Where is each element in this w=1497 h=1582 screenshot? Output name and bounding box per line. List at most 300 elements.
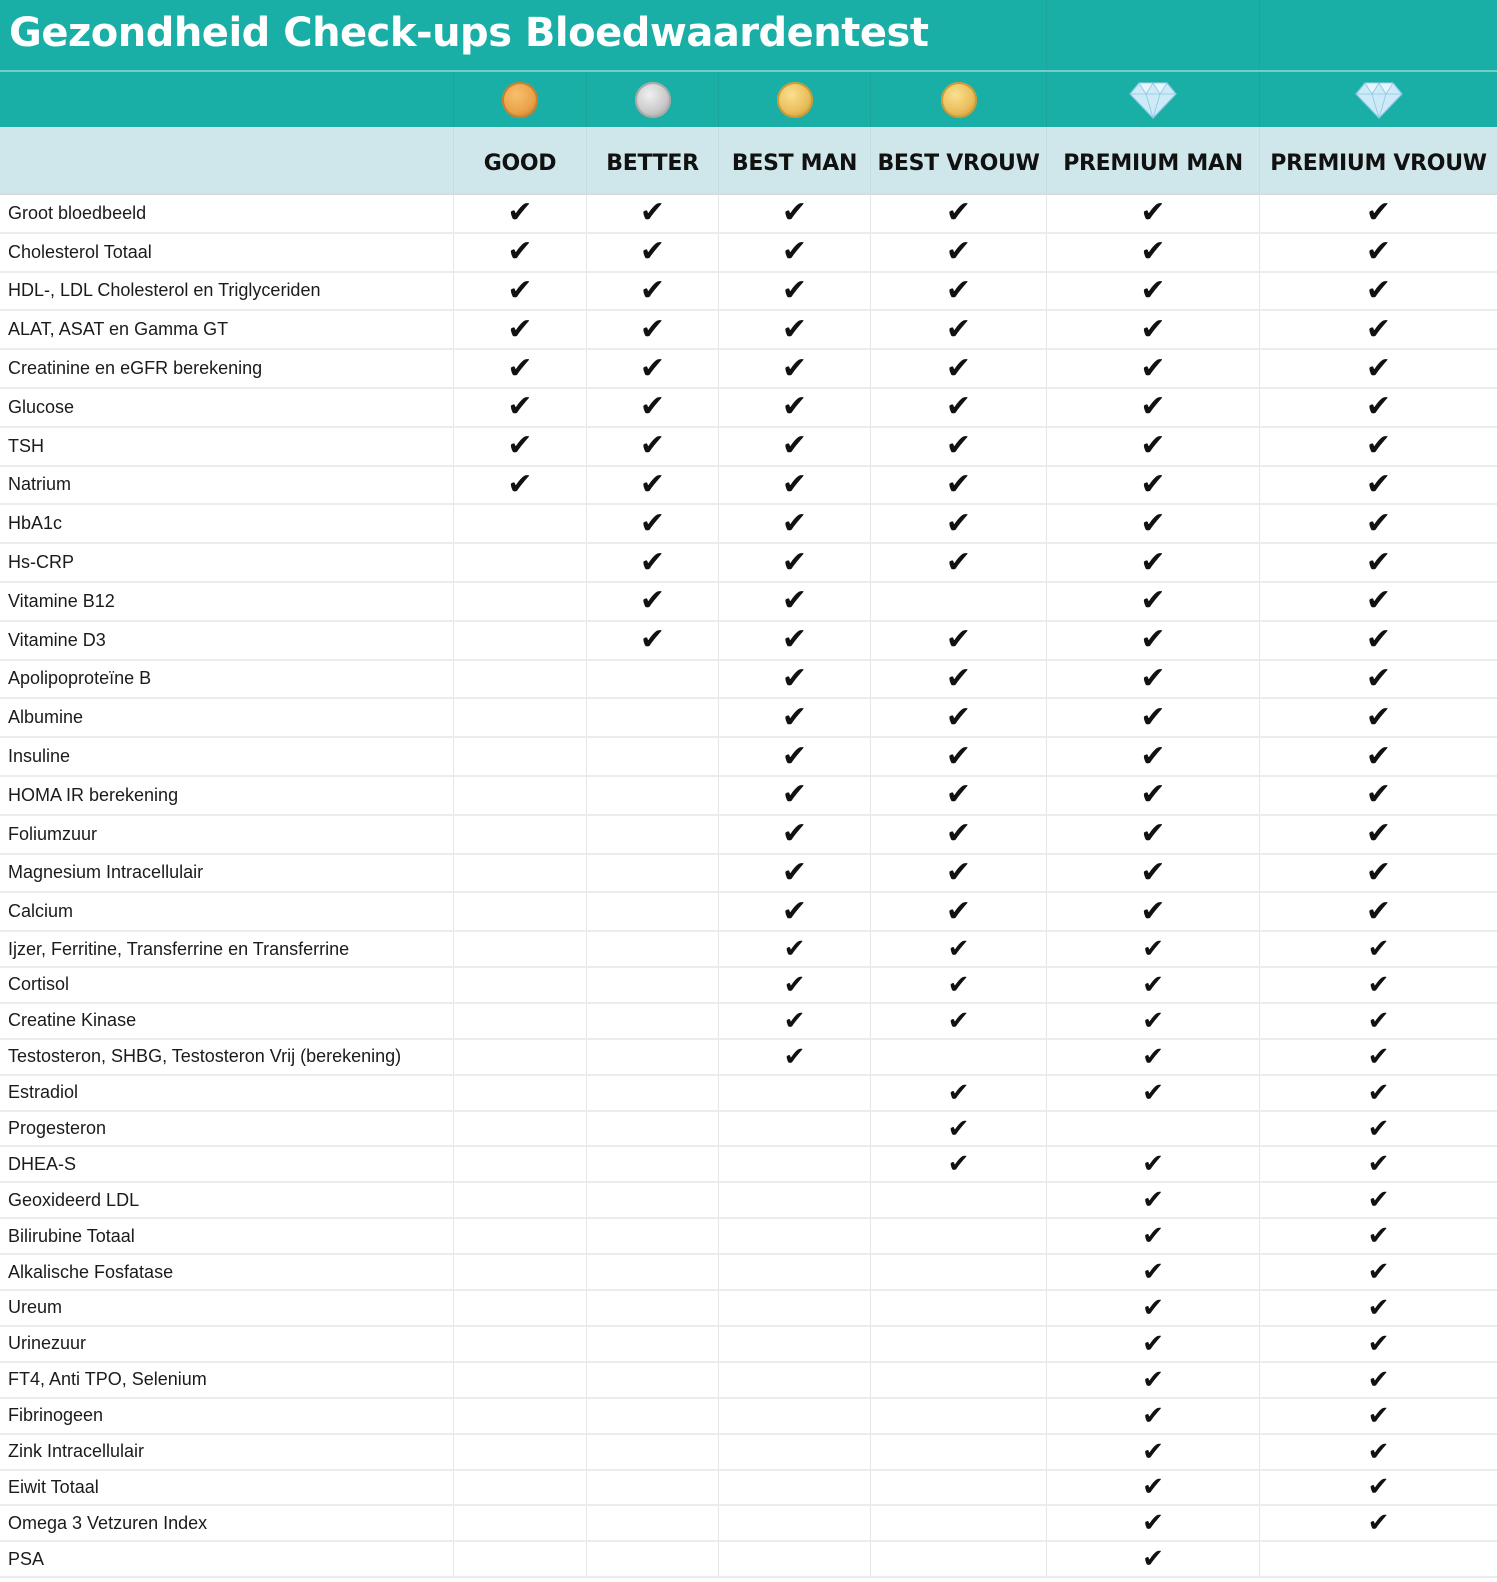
checkmark-icon: ✔	[1367, 1364, 1390, 1395]
check-cell	[870, 622, 1046, 659]
checkmark-icon: ✔	[1367, 1113, 1390, 1144]
check-cell	[718, 1291, 870, 1325]
checkmark-icon: ✔	[1142, 1436, 1164, 1467]
check-cell	[1259, 816, 1497, 853]
check-cell	[1259, 968, 1497, 1002]
checkmark-icon: ✔	[1367, 969, 1390, 1000]
checkmark-icon: ✔	[781, 699, 808, 735]
check-cell	[870, 1435, 1046, 1469]
check-cell	[453, 467, 586, 504]
bronze-medal-icon	[502, 82, 538, 118]
checkmark-icon: ✔	[1140, 234, 1166, 270]
check-cell	[1046, 1183, 1259, 1217]
checkmark-icon: ✔	[781, 544, 808, 580]
check-cell	[453, 622, 586, 659]
check-cell	[870, 311, 1046, 348]
test-name: Bilirubine Totaal	[8, 1225, 135, 1246]
checkmark-icon: ✔	[947, 1113, 970, 1144]
test-name: Testosteron, SHBG, Testosteron Vrij (berekening)	[8, 1046, 402, 1067]
test-name: Cholesterol Totaal	[8, 241, 152, 262]
check-cell	[870, 544, 1046, 581]
check-cell	[718, 195, 870, 232]
check-cell	[1046, 816, 1259, 853]
checkmark-icon: ✔	[1365, 893, 1392, 929]
checkmark-icon: ✔	[945, 350, 972, 386]
test-name: Eiwit Totaal	[8, 1476, 99, 1497]
test-name: Urinezuur	[8, 1333, 87, 1354]
check-cell	[870, 1147, 1046, 1181]
check-cell	[1046, 1112, 1259, 1146]
check-cell	[870, 1471, 1046, 1505]
checkmark-icon: ✔	[947, 969, 970, 1000]
check-cell	[453, 350, 586, 387]
check-cell	[1259, 855, 1497, 892]
test-name: HbA1c	[8, 513, 63, 534]
checkmark-icon: ✔	[1365, 311, 1392, 347]
check-cell	[586, 738, 718, 775]
checkmark-icon: ✔	[1140, 699, 1166, 735]
check-cell	[1046, 234, 1259, 271]
check-cell	[586, 777, 718, 814]
check-cell	[1259, 505, 1497, 542]
test-name: Magnesium Intracellulair	[8, 862, 204, 883]
checkmark-icon: ✔	[781, 350, 808, 386]
checkmark-icon: ✔	[639, 466, 666, 502]
checkmark-icon: ✔	[1367, 1005, 1390, 1036]
checkmark-icon: ✔	[781, 816, 808, 852]
title-bar	[0, 0, 1497, 72]
checkmark-icon: ✔	[1140, 816, 1166, 852]
check-cell	[1259, 1004, 1497, 1038]
check-cell	[586, 505, 718, 542]
checkmark-icon: ✔	[639, 544, 666, 580]
checkmark-icon: ✔	[945, 777, 972, 813]
check-cell	[586, 428, 718, 465]
table-row	[0, 968, 1497, 1004]
check-cell	[1259, 738, 1497, 775]
check-cell	[870, 1399, 1046, 1433]
test-name: Vitamine B12	[8, 590, 115, 611]
check-cell	[453, 661, 586, 698]
check-cell	[1046, 1291, 1259, 1325]
checkmark-icon: ✔	[639, 195, 666, 231]
check-cell	[1046, 1255, 1259, 1289]
check-cell	[586, 1219, 718, 1253]
check-cell	[453, 1471, 586, 1505]
checkmark-icon: ✔	[1365, 544, 1392, 580]
checkmark-icon: ✔	[783, 934, 806, 965]
checkmark-icon: ✔	[1140, 738, 1166, 774]
checkmark-icon: ✔	[781, 622, 808, 658]
checkmark-icon: ✔	[639, 389, 666, 425]
checkmark-icon: ✔	[1367, 1328, 1390, 1359]
check-cell	[1259, 1147, 1497, 1181]
check-cell	[870, 195, 1046, 232]
check-cell	[870, 1506, 1046, 1540]
test-name: ALAT, ASAT en Gamma GT	[8, 319, 229, 340]
checkmark-icon: ✔	[1140, 428, 1166, 464]
check-cell	[453, 816, 586, 853]
check-cell	[586, 1327, 718, 1361]
check-cell	[1046, 1219, 1259, 1253]
check-cell	[586, 1255, 718, 1289]
check-cell	[1046, 1147, 1259, 1181]
check-cell	[586, 699, 718, 736]
check-cell	[870, 932, 1046, 966]
table-row	[0, 1004, 1497, 1040]
check-cell	[870, 1542, 1046, 1576]
check-cell	[870, 1112, 1046, 1146]
checkmark-icon: ✔	[1365, 622, 1392, 658]
check-cell	[718, 1399, 870, 1433]
tier-header-good: GOOD	[453, 127, 586, 193]
check-cell	[1259, 195, 1497, 232]
table-row	[0, 505, 1497, 544]
checkmark-icon: ✔	[945, 699, 972, 735]
check-cell	[1259, 1291, 1497, 1325]
check-cell	[1259, 1112, 1497, 1146]
table-row	[0, 699, 1497, 738]
checkmark-icon: ✔	[1365, 428, 1392, 464]
check-cell	[1046, 1471, 1259, 1505]
check-cell	[453, 273, 586, 310]
check-cell	[718, 661, 870, 698]
test-name: Vitamine D3	[8, 629, 106, 650]
checkmark-icon: ✔	[507, 389, 533, 425]
checkmark-icon: ✔	[1142, 934, 1164, 965]
check-cell	[453, 1147, 586, 1181]
check-cell	[1259, 1542, 1497, 1576]
check-cell	[586, 1112, 718, 1146]
checkmark-icon: ✔	[1365, 777, 1392, 813]
check-cell	[718, 428, 870, 465]
test-name: PSA	[8, 1548, 45, 1569]
check-cell	[1259, 893, 1497, 930]
checkmark-icon: ✔	[1142, 1185, 1164, 1216]
tier-header-premium-man: PREMIUM MAN	[1046, 127, 1259, 193]
check-cell	[586, 1183, 718, 1217]
checkmark-icon: ✔	[947, 1005, 970, 1036]
checkmark-icon: ✔	[783, 969, 806, 1000]
check-cell	[870, 1076, 1046, 1110]
table-row	[0, 1040, 1497, 1076]
check-cell	[1259, 467, 1497, 504]
check-cell	[1259, 1363, 1497, 1397]
tier-header-best-man: BEST MAN	[718, 127, 870, 193]
checkmark-icon: ✔	[1140, 893, 1166, 929]
check-cell	[453, 544, 586, 581]
checkmark-icon: ✔	[945, 428, 972, 464]
check-cell	[870, 234, 1046, 271]
checkmark-icon: ✔	[945, 311, 972, 347]
test-name: Estradiol	[8, 1082, 79, 1103]
check-cell	[1046, 1076, 1259, 1110]
check-cell	[1046, 1040, 1259, 1074]
check-cell	[870, 505, 1046, 542]
check-cell	[718, 1183, 870, 1217]
tier-header-better: BETTER	[586, 127, 718, 193]
check-cell	[718, 1004, 870, 1038]
checkmark-icon: ✔	[781, 738, 808, 774]
check-cell	[453, 1112, 586, 1146]
check-cell	[870, 816, 1046, 853]
check-cell	[1259, 661, 1497, 698]
check-cell	[1046, 505, 1259, 542]
checkmark-icon: ✔	[639, 505, 666, 541]
checkmark-icon: ✔	[1367, 1077, 1390, 1108]
check-cell	[453, 1183, 586, 1217]
check-cell	[870, 583, 1046, 620]
checkmark-icon: ✔	[1365, 738, 1392, 774]
checkmark-icon: ✔	[507, 350, 533, 386]
check-cell	[870, 855, 1046, 892]
check-cell	[718, 968, 870, 1002]
checkmark-icon: ✔	[1365, 195, 1392, 231]
checkmark-icon: ✔	[781, 311, 808, 347]
table-row	[0, 1291, 1497, 1327]
check-cell	[718, 505, 870, 542]
check-cell	[1046, 583, 1259, 620]
check-cell	[586, 1076, 718, 1110]
checkmark-icon: ✔	[947, 1077, 970, 1108]
check-cell	[718, 1147, 870, 1181]
check-cell	[586, 350, 718, 387]
table-row	[0, 855, 1497, 894]
checkmark-icon: ✔	[1142, 1508, 1164, 1539]
check-cell	[870, 467, 1046, 504]
checkmark-icon: ✔	[1367, 1221, 1390, 1252]
check-cell	[1046, 1435, 1259, 1469]
checkmark-icon: ✔	[1365, 272, 1392, 308]
check-cell	[870, 1183, 1046, 1217]
checkmark-icon: ✔	[781, 389, 808, 425]
check-cell	[718, 622, 870, 659]
checkmark-icon: ✔	[639, 272, 666, 308]
table-row	[0, 234, 1497, 273]
check-cell	[1046, 311, 1259, 348]
check-cell	[586, 544, 718, 581]
check-cell	[1259, 1471, 1497, 1505]
table-row	[0, 273, 1497, 312]
check-cell	[718, 1076, 870, 1110]
table-row	[0, 1471, 1497, 1507]
check-cell	[1046, 1506, 1259, 1540]
table-row	[0, 1112, 1497, 1148]
test-name: Ijzer, Ferritine, Transferrine en Transferrine	[8, 938, 350, 959]
silver-medal-icon	[635, 82, 671, 118]
test-name: Natrium	[8, 474, 72, 495]
checkmark-icon: ✔	[1142, 1292, 1164, 1323]
checkmark-icon: ✔	[507, 272, 533, 308]
checkmark-icon: ✔	[1367, 1436, 1390, 1467]
check-cell	[586, 234, 718, 271]
check-cell	[870, 1291, 1046, 1325]
check-cell	[453, 1506, 586, 1540]
table-row	[0, 1399, 1497, 1435]
check-cell	[1259, 1399, 1497, 1433]
checkmark-icon: ✔	[1365, 699, 1392, 735]
check-cell	[586, 1399, 718, 1433]
check-cell	[453, 505, 586, 542]
check-cell	[870, 699, 1046, 736]
check-cell	[453, 311, 586, 348]
checkmark-icon: ✔	[781, 195, 808, 231]
checkmark-icon: ✔	[507, 311, 533, 347]
checkmark-icon: ✔	[783, 1041, 806, 1072]
table-row	[0, 816, 1497, 855]
checkmark-icon: ✔	[1365, 466, 1392, 502]
checkmark-icon: ✔	[781, 466, 808, 502]
checkmark-icon: ✔	[1367, 1400, 1390, 1431]
table-row	[0, 467, 1497, 506]
checkmark-icon: ✔	[1367, 934, 1390, 965]
table-row	[0, 1435, 1497, 1471]
comparison-table	[0, 195, 1497, 1578]
check-cell	[718, 932, 870, 966]
check-cell	[1046, 195, 1259, 232]
tier-icon-cell	[586, 72, 718, 127]
check-cell	[453, 893, 586, 930]
table-row	[0, 661, 1497, 700]
check-cell	[453, 1255, 586, 1289]
check-cell	[718, 311, 870, 348]
checkmark-icon: ✔	[1140, 466, 1166, 502]
check-cell	[453, 932, 586, 966]
check-cell	[870, 1327, 1046, 1361]
checkmark-icon: ✔	[945, 234, 972, 270]
checkmark-icon: ✔	[1367, 1508, 1390, 1539]
check-cell	[453, 195, 586, 232]
check-cell	[453, 1040, 586, 1074]
checkmark-icon: ✔	[945, 272, 972, 308]
check-cell	[718, 855, 870, 892]
check-cell	[718, 234, 870, 271]
checkmark-icon: ✔	[1142, 1149, 1164, 1180]
gold-medal-icon	[941, 82, 977, 118]
check-cell	[870, 350, 1046, 387]
table-row	[0, 389, 1497, 428]
check-cell	[718, 1506, 870, 1540]
title-column-divider	[1046, 0, 1259, 70]
check-cell	[1046, 544, 1259, 581]
checkmark-icon: ✔	[1142, 1400, 1164, 1431]
check-cell	[1046, 855, 1259, 892]
checkmark-icon: ✔	[1367, 1292, 1390, 1323]
check-cell	[1046, 1399, 1259, 1433]
tier-header-best-vrouw: BEST VROUW	[870, 127, 1046, 193]
tier-icon-cell	[1046, 72, 1259, 127]
table-row	[0, 1147, 1497, 1183]
check-cell	[1046, 738, 1259, 775]
checkmark-icon: ✔	[1365, 505, 1392, 541]
checkmark-icon: ✔	[1365, 583, 1392, 619]
checkmark-icon: ✔	[639, 350, 666, 386]
check-cell	[870, 738, 1046, 775]
table-row	[0, 777, 1497, 816]
check-cell	[718, 1219, 870, 1253]
table-row	[0, 1506, 1497, 1542]
check-cell	[1259, 1327, 1497, 1361]
check-cell	[870, 389, 1046, 426]
check-cell	[1259, 583, 1497, 620]
checkmark-icon: ✔	[1367, 1185, 1390, 1216]
test-name: HOMA IR berekening	[8, 784, 179, 805]
checkmark-icon: ✔	[1142, 969, 1164, 1000]
check-cell	[1046, 932, 1259, 966]
check-cell	[1046, 467, 1259, 504]
check-cell	[870, 1040, 1046, 1074]
checkmark-icon: ✔	[945, 544, 972, 580]
checkmark-icon: ✔	[945, 893, 972, 929]
check-cell	[1046, 1327, 1259, 1361]
check-cell	[586, 816, 718, 853]
table-row	[0, 350, 1497, 389]
test-name: Geoxideerd LDL	[8, 1189, 140, 1210]
table-row	[0, 1076, 1497, 1112]
checkmark-icon: ✔	[1140, 505, 1166, 541]
check-cell	[586, 311, 718, 348]
check-cell	[586, 661, 718, 698]
checkmark-icon: ✔	[639, 234, 666, 270]
checkmark-icon: ✔	[945, 660, 972, 696]
check-cell	[586, 583, 718, 620]
checkmark-icon: ✔	[945, 622, 972, 658]
tier-header-premium-vrouw: PREMIUM VROUW	[1259, 127, 1497, 193]
test-name: Insuline	[8, 746, 71, 767]
checkmark-icon: ✔	[781, 777, 808, 813]
checkmark-icon: ✔	[1365, 350, 1392, 386]
test-name: Calcium	[8, 901, 74, 922]
checkmark-icon: ✔	[781, 234, 808, 270]
test-name: DHEA-S	[8, 1153, 77, 1174]
check-cell	[718, 389, 870, 426]
checkmark-icon: ✔	[1140, 544, 1166, 580]
check-cell	[453, 1004, 586, 1038]
check-cell	[453, 1291, 586, 1325]
check-cell	[586, 467, 718, 504]
check-cell	[718, 777, 870, 814]
check-cell	[453, 389, 586, 426]
check-cell	[1259, 428, 1497, 465]
tier-icon-row	[0, 72, 1497, 127]
table-row	[0, 1363, 1497, 1399]
test-name: Progesteron	[8, 1118, 107, 1139]
check-cell	[870, 893, 1046, 930]
gold-medal-icon	[777, 82, 813, 118]
check-cell	[1046, 968, 1259, 1002]
checkmark-icon: ✔	[1140, 854, 1166, 890]
table-row	[0, 932, 1497, 968]
checkmark-icon: ✔	[781, 583, 808, 619]
check-cell	[1259, 1255, 1497, 1289]
checkmark-icon: ✔	[945, 466, 972, 502]
check-cell	[453, 1435, 586, 1469]
checkmark-icon: ✔	[1367, 1041, 1390, 1072]
check-cell	[870, 1255, 1046, 1289]
test-name: Albumine	[8, 707, 84, 728]
check-cell	[453, 1076, 586, 1110]
check-cell	[586, 1291, 718, 1325]
check-cell	[453, 1363, 586, 1397]
checkmark-icon: ✔	[1365, 234, 1392, 270]
check-cell	[718, 1542, 870, 1576]
checkmark-icon: ✔	[1142, 1328, 1164, 1359]
test-name: Alkalische Fosfatase	[8, 1261, 174, 1282]
check-cell	[453, 968, 586, 1002]
check-cell	[1046, 1542, 1259, 1576]
checkmark-icon: ✔	[781, 893, 808, 929]
check-cell	[870, 1004, 1046, 1038]
